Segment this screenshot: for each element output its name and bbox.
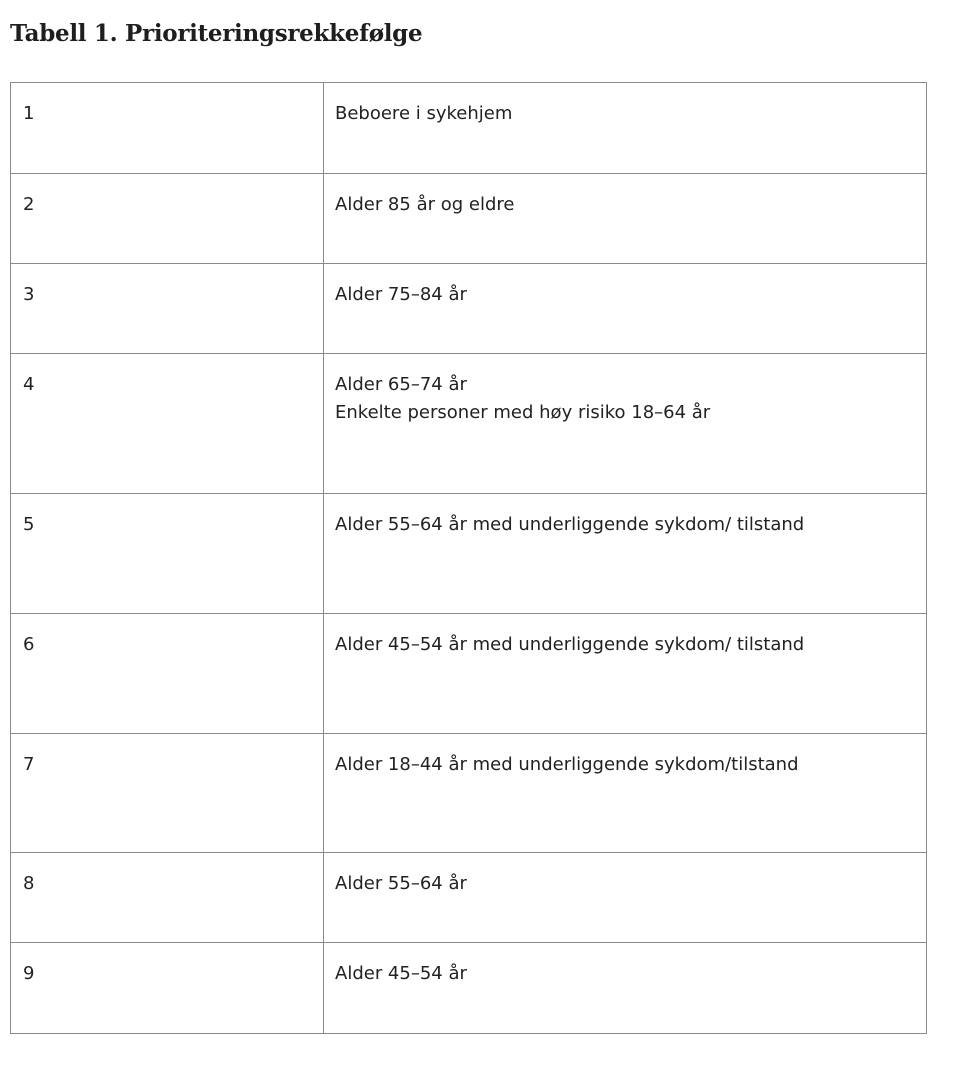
priority-number-cell (11, 494, 324, 614)
priority-group-text: Alder 85 år og eldre (335, 194, 515, 215)
priority-number-cell (11, 614, 324, 734)
priority-number: 9 (23, 963, 35, 984)
priority-number: 7 (23, 754, 35, 775)
table-title: Tabell 1. Prioriteringsrekkefølge (10, 20, 423, 47)
priority-group-cell (324, 494, 927, 614)
priority-number-cell (11, 853, 324, 943)
priority-number-cell (11, 83, 324, 174)
table-row (11, 354, 927, 494)
table-row (11, 943, 927, 1034)
priority-group-cell (324, 174, 927, 264)
priority-group-text: Alder 18–44 år med underliggende sykdom/tilstand (335, 754, 799, 775)
priority-group-cell (324, 853, 927, 943)
priority-group-text: Enkelte personer med høy risiko 18–64 år (335, 402, 711, 423)
priority-number: 2 (23, 194, 35, 215)
priority-number-cell (11, 734, 324, 853)
priority-group-cell (324, 83, 927, 174)
table-row (11, 264, 927, 354)
priority-group-text: Alder 75–84 år (335, 284, 467, 305)
priority-number-cell (11, 943, 324, 1034)
priority-number-cell (11, 354, 324, 494)
priority-group-cell (324, 734, 927, 853)
priority-number-cell (11, 174, 324, 264)
priority-group-text: Alder 55–64 år med underliggende sykdom/ tilstand (335, 514, 805, 535)
priority-number-cell (11, 264, 324, 354)
priority-group-cell (324, 614, 927, 734)
priority-group-text: Alder 55–64 år (335, 873, 467, 894)
priority-number: 8 (23, 873, 35, 894)
priority-number: 1 (23, 103, 35, 124)
table-row (11, 174, 927, 264)
priority-number: 5 (23, 514, 35, 535)
priority-table (10, 82, 927, 1034)
table-row (11, 494, 927, 614)
priority-group-text: Alder 65–74 år (335, 374, 467, 395)
table-row (11, 734, 927, 853)
priority-number: 4 (23, 374, 35, 395)
priority-group-cell (324, 264, 927, 354)
priority-group-text: Alder 45–54 år med underliggende sykdom/ tilstand (335, 634, 805, 655)
table-row (11, 83, 927, 174)
table-row (11, 853, 927, 943)
priority-group-text: Alder 45–54 år (335, 963, 467, 984)
priority-group-cell (324, 354, 927, 494)
table-row (11, 614, 927, 734)
priority-number: 6 (23, 634, 35, 655)
priority-number: 3 (23, 284, 35, 305)
priority-group-text: Beboere i sykehjem (335, 103, 513, 124)
priority-group-cell (324, 943, 927, 1034)
